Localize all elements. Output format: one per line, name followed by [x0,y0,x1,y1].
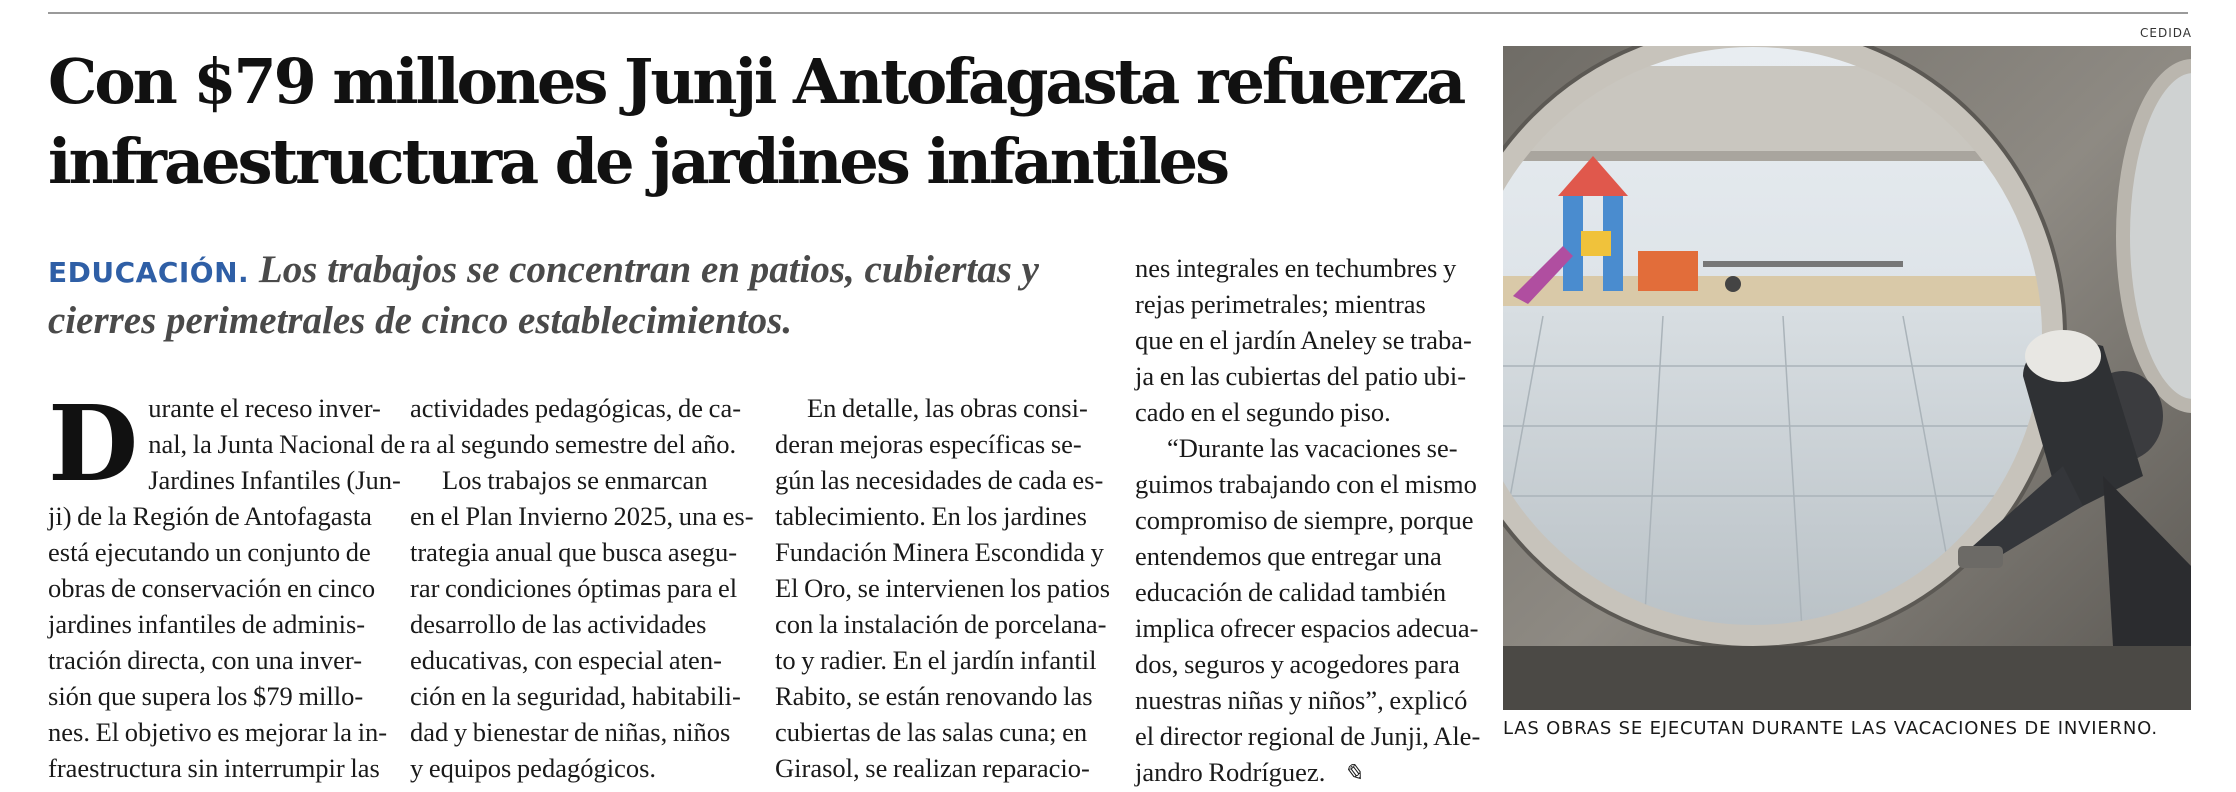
text-line: gún las necesidades de cada es- [775,465,1104,495]
text-line: fraestructura sin interrumpir las [48,753,380,783]
body-column-1 [48,382,406,786]
section-label: EDUCACIÓN. [48,256,250,289]
text-line: que en el jardín Aneley se traba- [1135,325,1472,355]
text-line: Fundación Minera Escondida y [775,537,1104,567]
text-line: nes integrales en techumbres y [1135,253,1457,283]
text-line: jardines infantiles de adminis- [48,609,366,639]
text-line: compromiso de siempre, porque [1135,505,1474,535]
text-line: educación de calidad también [1135,577,1447,607]
text-line: dad y bienestar de niñas, niños [410,717,731,747]
text-line: deran mejoras específicas se- [775,429,1082,459]
text-line: sión que supera los $79 millo- [48,681,364,711]
text-line: nes. El objetivo es mejorar la in- [48,717,388,747]
text-line: educativas, con especial aten- [410,645,722,675]
text-line: Girasol, se realizan reparacio- [775,753,1090,783]
column-2-lines-a [410,390,740,462]
photo-illustration [1503,46,2191,710]
text-line: el director regional de Junji, Ale- [1135,721,1481,751]
text-line: desarrollo de las actividades [410,609,707,639]
text-line: rejas perimetrales; mientras [1135,289,1426,319]
article-photo [1503,46,2191,710]
article-last-line [1135,754,1465,792]
text-line: ji) de la Región de Antofagasta [48,501,372,531]
text-line: rar condiciones óptimas para el [410,573,738,603]
photo-credit: CEDIDA [2140,26,2192,40]
text-line: entendemos que entregar una [1135,541,1442,571]
text-line: guimos trabajando con el mismo [1135,469,1477,499]
text-line: y equipos pedagógicos. [410,753,657,783]
lead-paragraph [48,246,1118,345]
closing-text: jandro Rodríguez. [1135,757,1326,787]
text-line: ra al segundo semestre del año. [410,429,737,459]
lead-text: Los trabajos se concentran en patios, cubiertas y cierres perimetrales de cinco establecimientos. [48,248,1039,342]
headline-line-1: Con $79 millones Junji Antofagasta refuerza [48,45,1464,118]
text-line: Rabito, se están renovando las [775,681,1093,711]
text-line: dos, seguros y acogedores para [1135,649,1460,679]
body-column-2 [410,390,754,786]
text-line: En detalle, las obras consi- [807,393,1088,423]
text-line: en el Plan Invierno 2025, una es- [410,501,754,531]
text-line: está ejecutando un conjunto de [48,537,371,567]
column-3-lines [775,390,1111,786]
text-line: nal, la Junta Nacional de [148,429,406,459]
text-line: cubiertas de las salas cuna; en [775,717,1088,747]
text-line: ción en la seguridad, habitabili- [410,681,741,711]
text-line: cado en el segundo piso. [1135,397,1391,427]
text-line: actividades pedagógicas, de ca- [410,393,742,423]
text-line: Los trabajos se enmarcan [442,465,708,495]
column-4-lines-b [1135,430,1481,754]
text-line: obras de conservación en cinco [48,573,376,603]
text-line: implica ofrecer espacios adecua- [1135,613,1479,643]
text-line: nuestras niñas y niños”, explicó [1135,685,1468,715]
headline [48,42,1518,202]
text-line: tración directa, con una inver- [48,645,363,675]
end-mark-icon: ✎ [1342,761,1364,787]
photo-caption: LAS OBRAS SE EJECUTAN DURANTE LAS VACACIONES DE INVIERNO. [1503,718,2158,739]
top-rule [48,12,2188,14]
text-line: urante el receso inver- [148,393,381,423]
column-2-lines-b [410,462,754,786]
body-column-4 [1135,250,1481,792]
text-line: con la instalación de porcelana- [775,609,1107,639]
column-4-lines-a [1135,250,1472,430]
text-line: El Oro, se intervienen los patios [775,573,1111,603]
text-line: ja en las cubiertas del patio ubi- [1135,361,1467,391]
headline-line-2: infraestructura de jardines infantiles [48,125,1227,198]
text-line: tablecimiento. En los jardines [775,501,1087,531]
text-line: “Durante las vacaciones se- [1167,433,1458,463]
drop-cap: D [48,382,139,505]
body-column-3 [775,390,1111,786]
text-line: trategia anual que busca asegu- [410,537,738,567]
text-line: Jardines Infantiles (Jun- [148,465,401,495]
text-line: to y radier. En el jardín infantil [775,645,1097,675]
